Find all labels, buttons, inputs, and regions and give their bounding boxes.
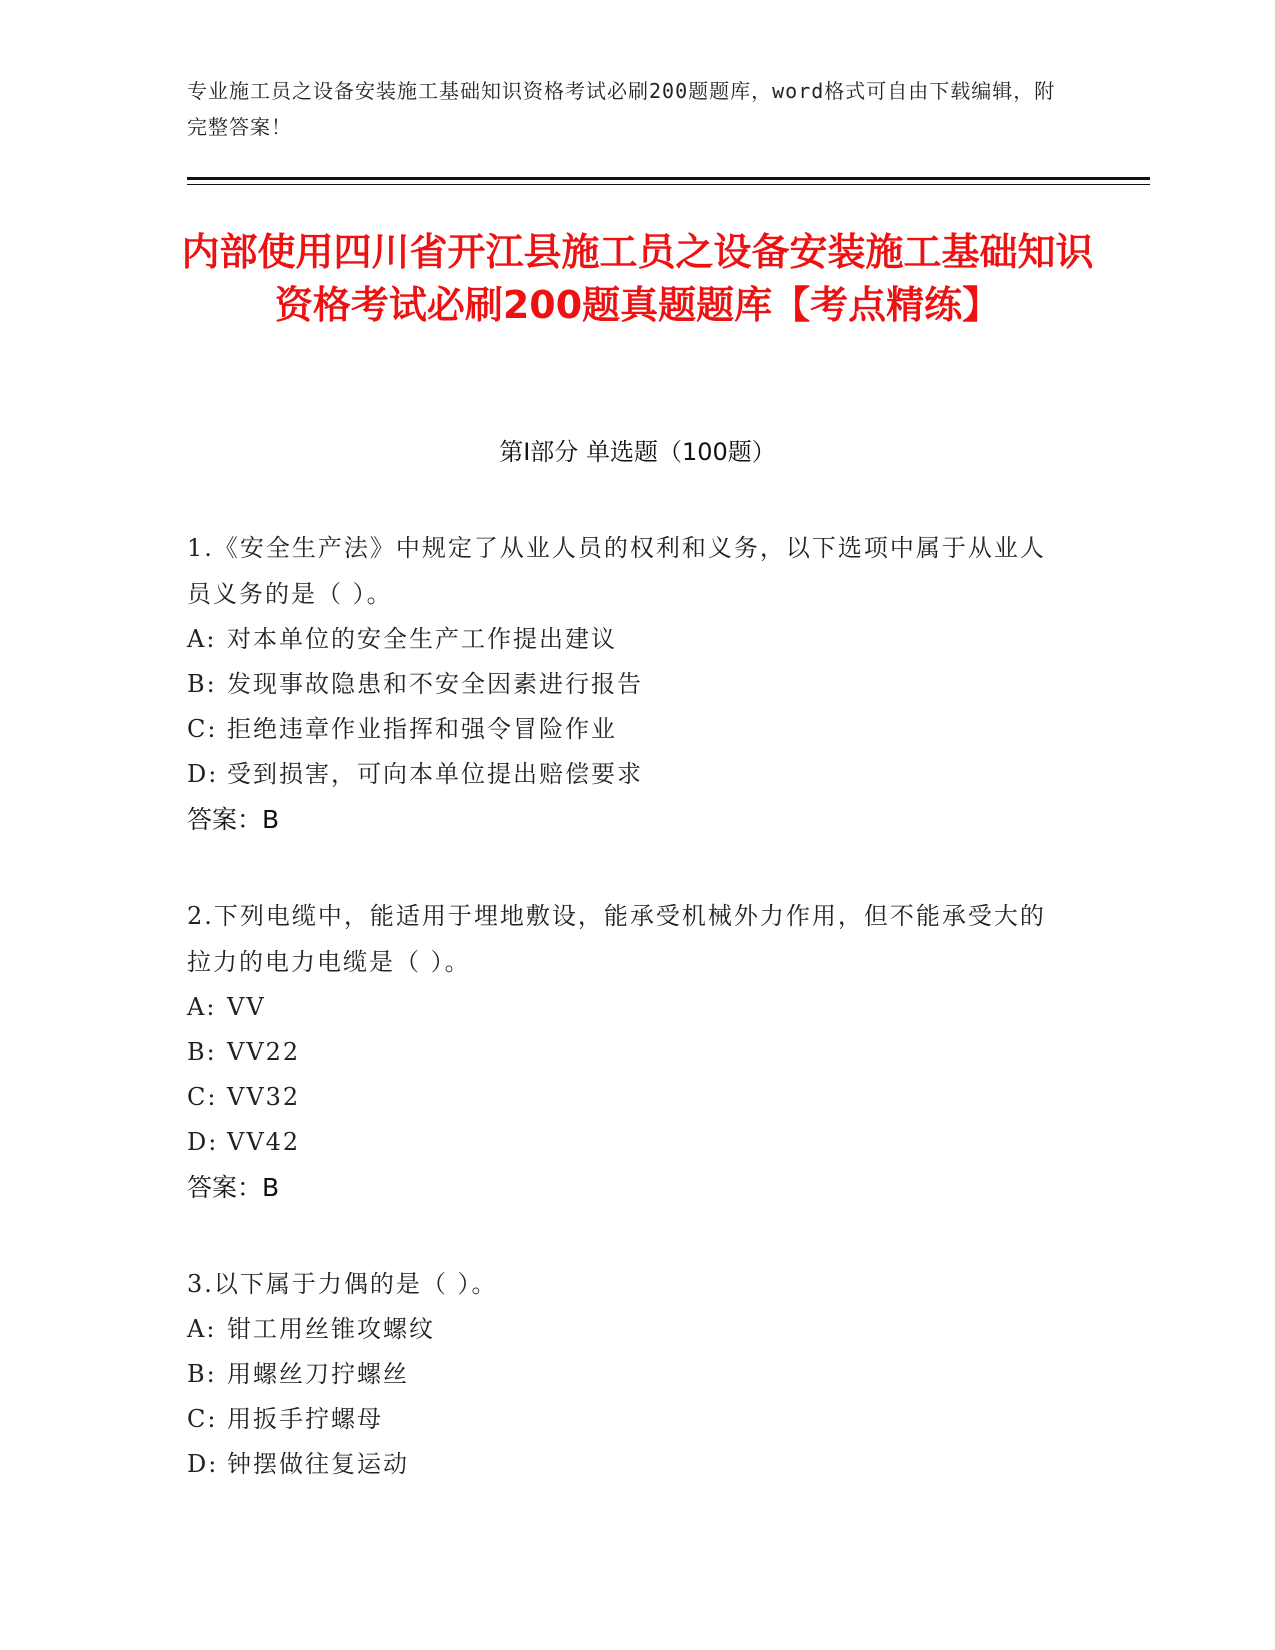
option-c <box>187 1397 1067 1442</box>
option-text: VV <box>227 993 266 1021</box>
option-b <box>187 1030 1067 1075</box>
option-b <box>187 1352 1067 1397</box>
option-text: 受到损害，可向本单位提出赔偿要求 <box>227 760 643 788</box>
header-divider-thin <box>187 184 1150 185</box>
option-d <box>187 1120 1067 1165</box>
option-a <box>187 985 1067 1030</box>
option-key: D: <box>187 1128 219 1156</box>
option-key: B: <box>187 1360 217 1388</box>
option-text: 拒绝违章作业指挥和强令冒险作业 <box>227 715 617 743</box>
option-key: A: <box>187 993 217 1021</box>
option-text: VV22 <box>227 1038 301 1066</box>
option-text: 对本单位的安全生产工作提出建议 <box>227 625 617 653</box>
option-key: A: <box>187 625 217 653</box>
option-key: A: <box>187 1315 217 1343</box>
section-title: 第Ⅰ部分 单选题（100题） <box>499 438 776 466</box>
question-stem: 1.《安全生产法》中规定了从业人员的权利和义务，以下选项中属于从业人员义务的是（ ）。 <box>187 534 1046 608</box>
option-key: B: <box>187 1038 217 1066</box>
option-key: D: <box>187 760 219 788</box>
answer: 答案：B <box>187 1173 280 1202</box>
question-list <box>187 525 1067 1537</box>
option-text: VV42 <box>227 1128 301 1156</box>
option-d <box>187 1442 1067 1487</box>
question-2 <box>187 893 1067 1211</box>
option-a <box>187 1307 1067 1352</box>
option-b <box>187 662 1067 707</box>
option-key: C: <box>187 715 218 743</box>
option-text: VV32 <box>227 1083 301 1111</box>
option-text: 用螺丝刀拧螺丝 <box>227 1360 409 1388</box>
option-key: C: <box>187 1083 218 1111</box>
option-key: D: <box>187 1450 219 1478</box>
question-stem: 3.以下属于力偶的是（ ）。 <box>187 1270 498 1298</box>
question-1 <box>187 525 1067 843</box>
option-c <box>187 707 1067 752</box>
option-text: 钟摆做往复运动 <box>227 1450 409 1478</box>
document-header: 专业施工员之设备安装施工基础知识资格考试必刷200题题库，word格式可自由下载编辑，附完整答案！ <box>187 79 1056 139</box>
option-key: B: <box>187 670 217 698</box>
option-text: 用扳手拧螺母 <box>227 1405 383 1433</box>
answer: 答案：B <box>187 805 280 834</box>
option-text: 钳工用丝锥攻螺纹 <box>227 1315 435 1343</box>
option-a <box>187 617 1067 662</box>
header-divider-thick <box>187 177 1150 180</box>
question-stem: 2.下列电缆中，能适用于埋地敷设，能承受机械外力作用，但不能承受大的拉力的电力电缆是（ ）。 <box>187 902 1046 976</box>
document-title: 内部使用四川省开江县施工员之设备安装施工基础知识资格考试必刷200题真题题库【考点精练】 <box>181 230 1094 327</box>
question-3 <box>187 1261 1067 1487</box>
option-text: 发现事故隐患和不安全因素进行报告 <box>227 670 643 698</box>
option-key: C: <box>187 1405 218 1433</box>
option-c <box>187 1075 1067 1120</box>
option-d <box>187 752 1067 797</box>
